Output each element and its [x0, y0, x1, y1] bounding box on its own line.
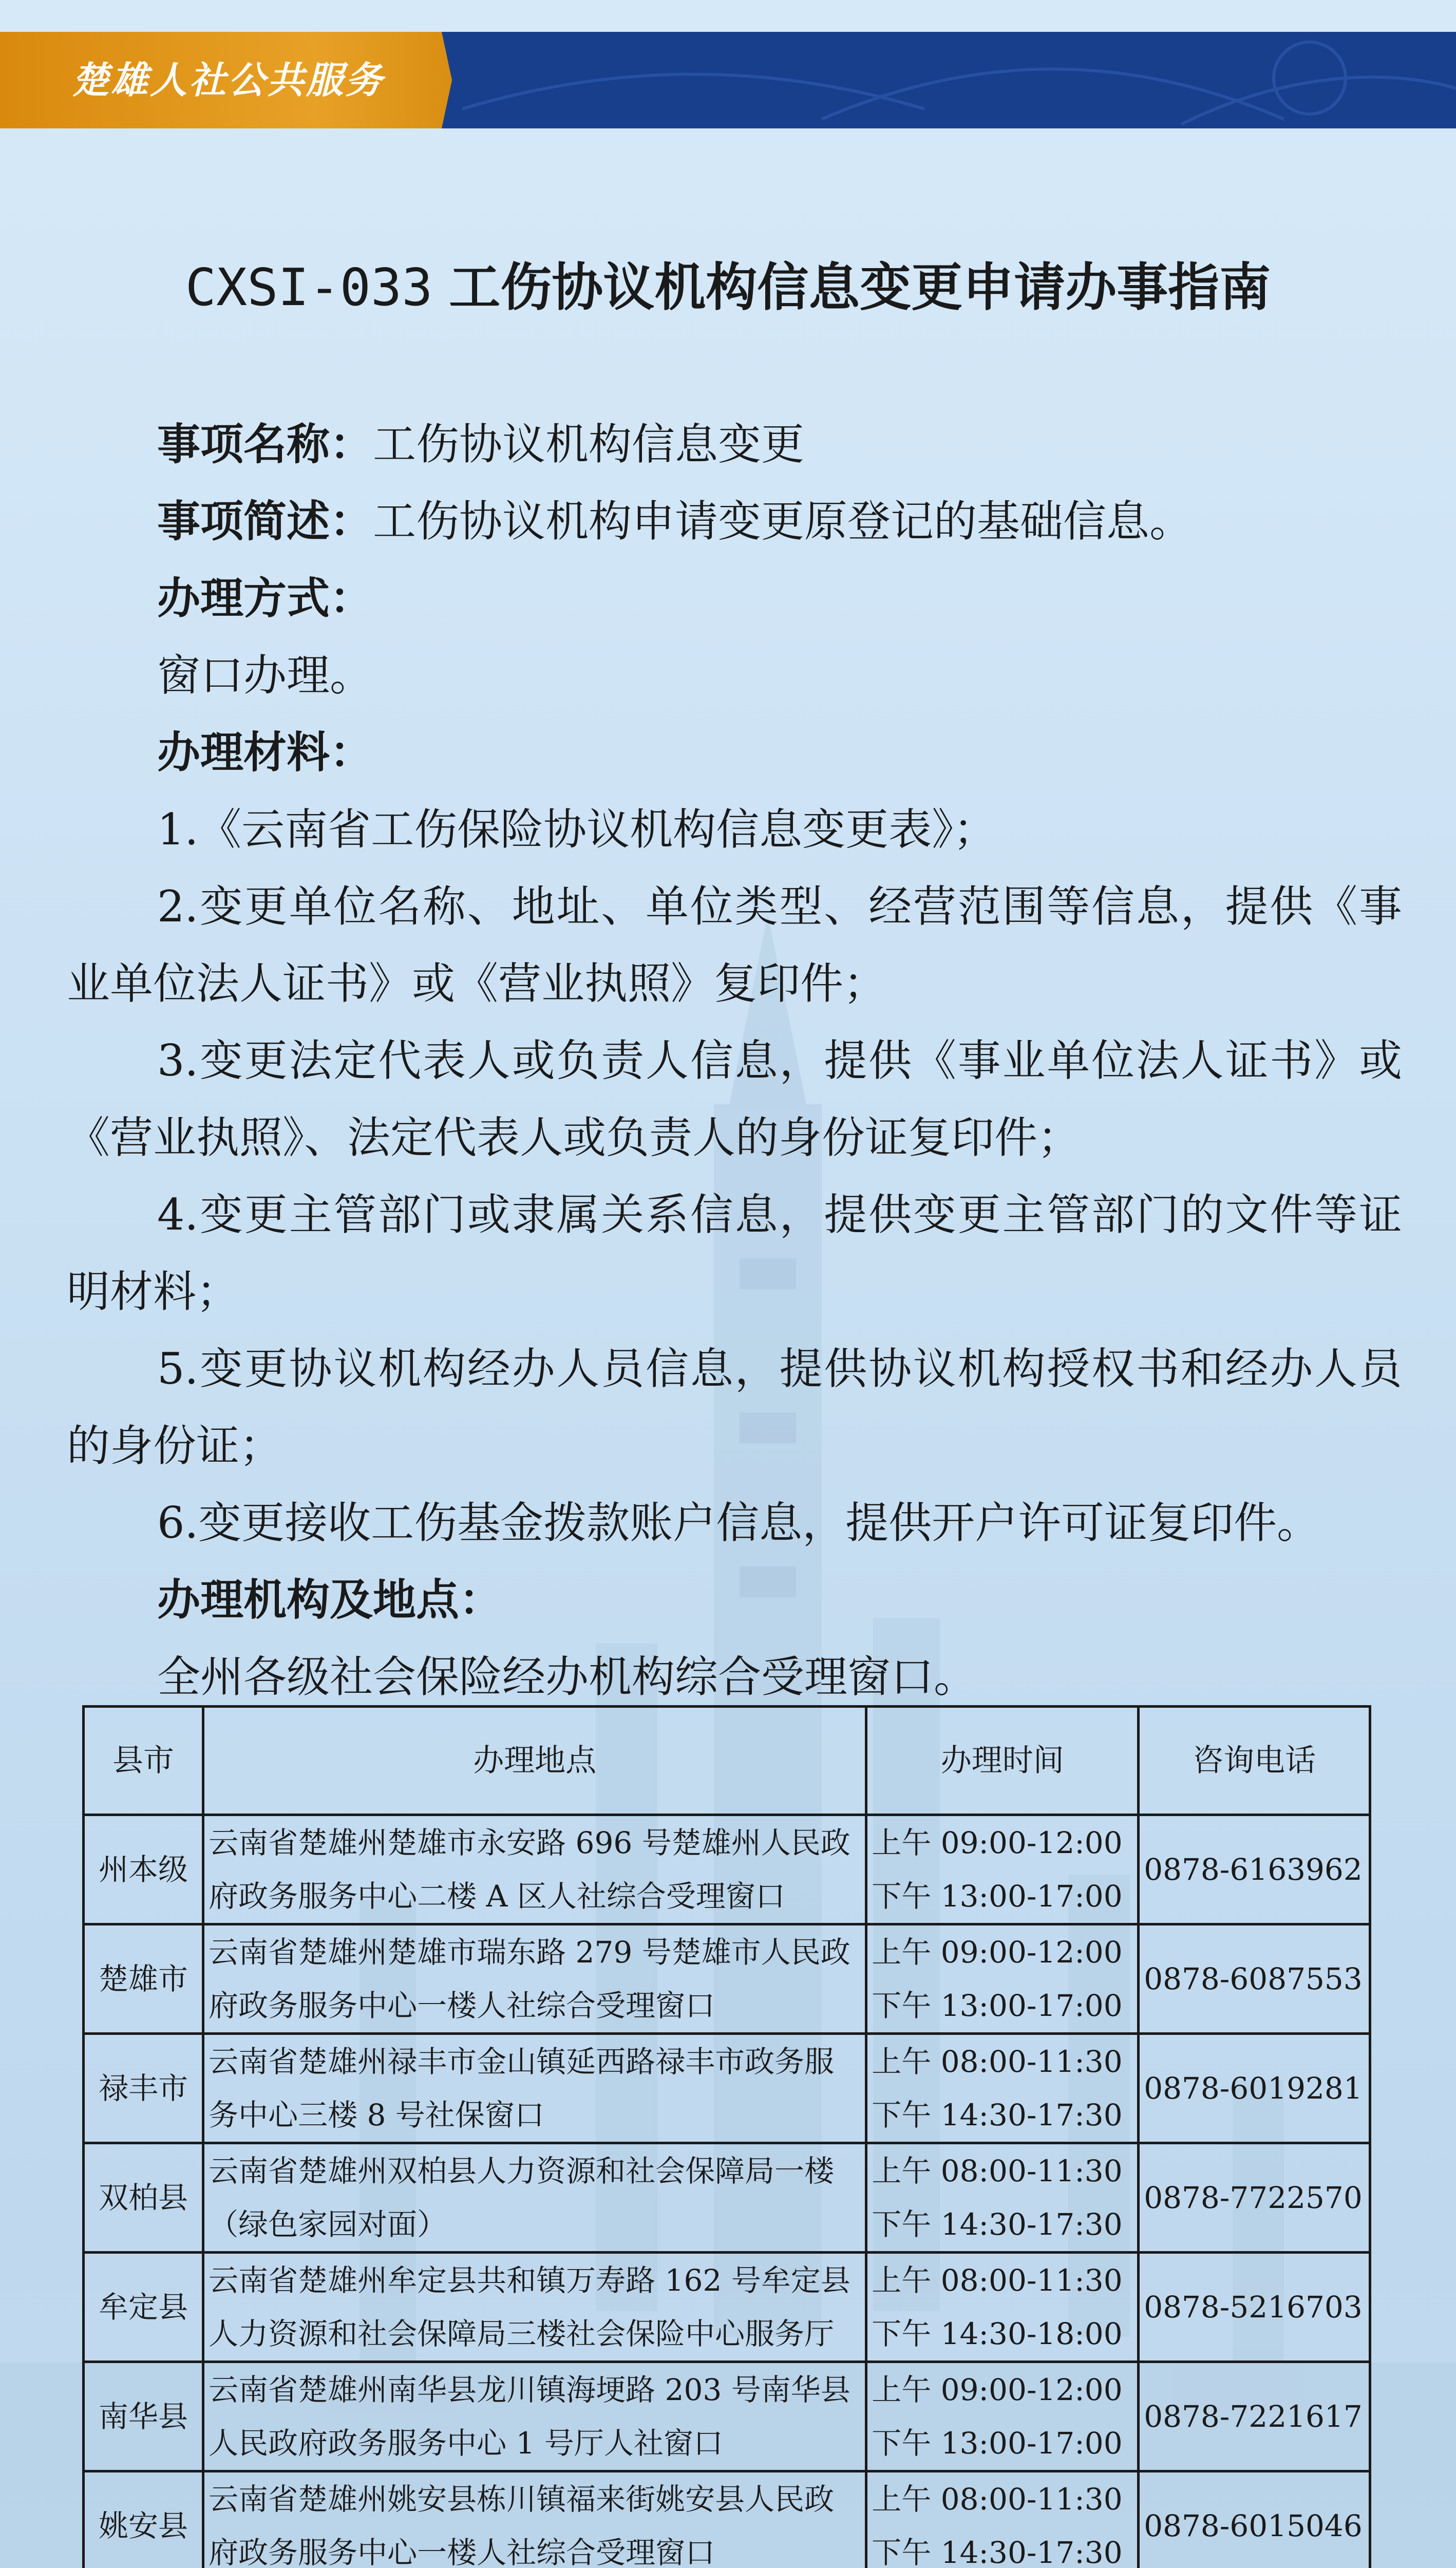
- materials-label: 办理材料：: [157, 727, 373, 778]
- hours-cell: [866, 2034, 1139, 2143]
- hours-pm: 下午 14:30-17:30: [872, 2098, 1123, 2132]
- page-title: [0, 252, 1456, 324]
- material-item: 2.变更单位名称、地址、单位类型、经营范围等信息，提供《事业单位法人证书》或《营业执照》复印件；: [67, 881, 1402, 1009]
- table-row: [84, 2362, 1370, 2471]
- table-row: [84, 2471, 1370, 2568]
- hours-am: 上午 08:00-11:30: [872, 2044, 1123, 2079]
- address-cell: 云南省楚雄州姚安县栋川镇福来街姚安县人民政府政务服务中心一楼人社综合受理窗口: [203, 2471, 866, 2568]
- guide-name: 工伤协议机构信息变更申请办事指南: [449, 257, 1271, 317]
- hours-pm: 下午 14:30-18:00: [872, 2316, 1123, 2351]
- hours-cell: [866, 2253, 1139, 2362]
- address-cell: 云南省楚雄州牟定县共和镇万寿路 162 号牟定县人力资源和社会保障局三楼社会保险中心服务厅: [203, 2253, 866, 2362]
- county-cell: 州本级: [84, 1815, 203, 1924]
- guide-code: CXSI-033: [185, 257, 433, 317]
- table-row: [84, 1815, 1370, 1924]
- header-address: 办理地点: [203, 1707, 866, 1815]
- header-hours: 办理时间: [866, 1707, 1139, 1815]
- item-desc-row: [67, 483, 1402, 560]
- material-item: 4.变更主管部门或隶属关系信息，提供变更主管部门的文件等证明材料；: [67, 1189, 1402, 1317]
- hours-cell: [866, 2143, 1139, 2253]
- item-name-label: 事项名称：: [157, 419, 373, 469]
- county-cell: 牟定县: [84, 2253, 203, 2362]
- hours-am: 上午 08:00-11:30: [872, 2154, 1123, 2188]
- org-name: 楚雄人社公共服务: [72, 59, 385, 102]
- hours-cell: [866, 1815, 1139, 1924]
- county-cell: 禄丰市: [84, 2034, 203, 2143]
- hours-am: 上午 08:00-11:30: [872, 2482, 1123, 2517]
- item-name-value: 工伤协议机构信息变更: [373, 419, 805, 469]
- phone-cell: 0878-6019281: [1139, 2034, 1370, 2143]
- material-item: 5.变更协议机构经办人员信息，提供协议机构授权书和经办人员的身份证；: [67, 1344, 1402, 1471]
- address-cell: 云南省楚雄州双柏县人力资源和社会保障局一楼（绿色家园对面）: [203, 2143, 866, 2253]
- table-row: [84, 2143, 1370, 2253]
- hours-cell: [866, 2362, 1139, 2471]
- material-item: 3.变更法定代表人或负责人信息，提供《事业单位法人证书》或《营业执照》、法定代表人或负责人的身份证复印件；: [67, 1035, 1402, 1163]
- agency-label: 办理机构及地点：: [157, 1575, 503, 1625]
- agency-value: 全州各级社会保险经办机构综合受理窗口。: [157, 1652, 977, 1702]
- phone-cell: 0878-6015046: [1139, 2471, 1370, 2568]
- phone-cell: 0878-7722570: [1139, 2143, 1370, 2253]
- header-county: 县市: [84, 1707, 203, 1815]
- address-cell: 云南省楚雄州禄丰市金山镇延西路禄丰市政务服务中心三楼 8 号社保窗口: [203, 2034, 866, 2143]
- table-row: [84, 1924, 1370, 2034]
- item-desc-label: 事项简述：: [157, 496, 373, 546]
- phone-cell: 0878-7221617: [1139, 2362, 1370, 2471]
- hours-am: 上午 08:00-11:30: [872, 2263, 1123, 2298]
- county-cell: 双柏县: [84, 2143, 203, 2253]
- header-phone: 咨询电话: [1139, 1707, 1370, 1815]
- guide-content: [67, 406, 1402, 1715]
- phone-cell: 0878-6163962: [1139, 1815, 1370, 1924]
- table-row: [84, 2034, 1370, 2143]
- hours-pm: 下午 14:30-17:30: [872, 2207, 1123, 2242]
- material-item: 6.变更接收工伤基金拨款账户信息，提供开户许可证复印件。: [157, 1498, 1320, 1548]
- item-desc-value: 工伤协议机构申请变更原登记的基础信息。: [373, 496, 1193, 546]
- county-cell: 姚安县: [84, 2471, 203, 2568]
- table-row: [84, 2253, 1370, 2362]
- address-cell: 云南省楚雄州楚雄市瑞东路 279 号楚雄市人民政府政务服务中心一楼人社综合受理窗口: [203, 1924, 866, 2034]
- material-item: 1.《云南省工伤保险协议机构信息变更表》；: [157, 804, 997, 855]
- hours-cell: [866, 2471, 1139, 2568]
- service-sites-table: [82, 1705, 1371, 2568]
- hours-cell: [866, 1924, 1139, 2034]
- address-cell: 云南省楚雄州楚雄市永安路 696 号楚雄州人民政府政务服务中心二楼 A 区人社综合受理窗口: [203, 1815, 866, 1924]
- hours-am: 上午 09:00-12:00: [872, 1825, 1123, 1860]
- phone-cell: 0878-6087553: [1139, 1924, 1370, 2034]
- hours-am: 上午 09:00-12:00: [872, 1935, 1123, 1970]
- county-cell: 楚雄市: [84, 1924, 203, 2034]
- table-header-row: [84, 1707, 1370, 1815]
- county-cell: 南华县: [84, 2362, 203, 2471]
- hours-pm: 下午 14:30-17:30: [872, 2535, 1123, 2568]
- item-name-row: [67, 406, 1402, 483]
- hours-pm: 下午 13:00-17:00: [872, 1879, 1123, 1914]
- hours-pm: 下午 13:00-17:00: [872, 1988, 1123, 2023]
- address-cell: 云南省楚雄州南华县龙川镇海埂路 203 号南华县人民政府政务服务中心 1 号厅人社窗口: [203, 2362, 866, 2471]
- header-decoration: [462, 32, 1456, 128]
- hours-pm: 下午 13:00-17:00: [872, 2426, 1123, 2461]
- hours-am: 上午 09:00-12:00: [872, 2372, 1123, 2407]
- method-value: 窗口办理。: [157, 650, 373, 701]
- phone-cell: 0878-5216703: [1139, 2253, 1370, 2362]
- method-label: 办理方式：: [157, 573, 373, 624]
